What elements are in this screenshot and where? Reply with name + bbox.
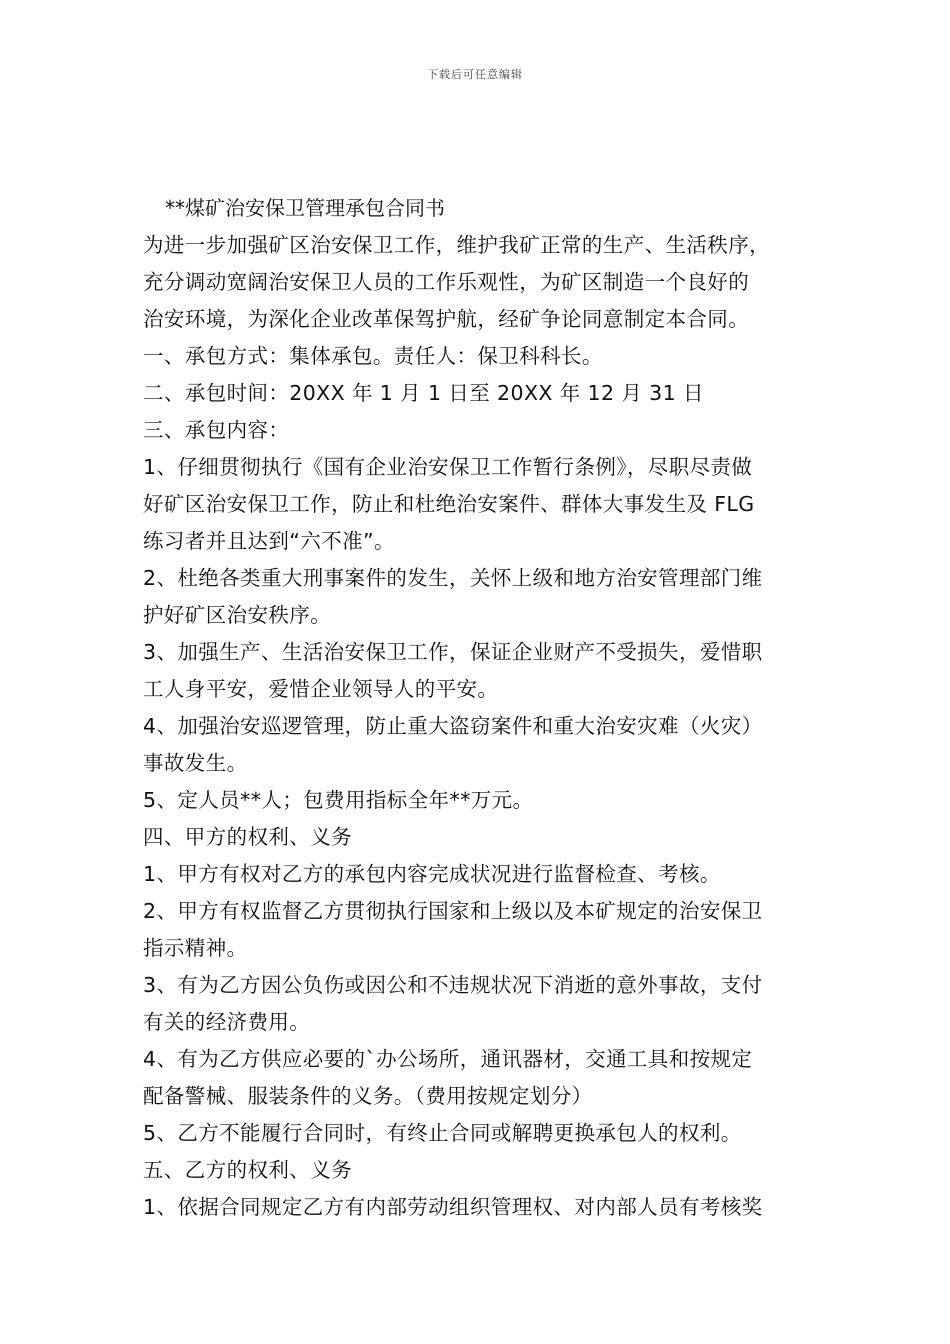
page-header-note: 下载后可任意编辑 bbox=[427, 68, 523, 81]
paragraph-line: 充分调动宽阔治安保卫人员的工作乐观性，为矿区制造一个良好的 bbox=[143, 270, 750, 294]
paragraph-line: 护好矿区治安秩序。 bbox=[143, 603, 332, 627]
paragraph-line: 2、杜绝各类重大刑事案件的发生，关怀上级和地方治安管理部门维 bbox=[143, 566, 763, 590]
document-body bbox=[143, 190, 843, 1226]
paragraph-line: 4、加强治安巡逻管理，防止重大盗窃案件和重大治安灾难（火灾） bbox=[143, 714, 763, 738]
paragraph-line: 练习者并且达到“六不准”。 bbox=[143, 529, 395, 553]
paragraph-line: 工人身平安，爱惜企业领导人的平安。 bbox=[143, 677, 499, 701]
section-heading-3: 三、承包内容： bbox=[143, 418, 290, 442]
paragraph-line: 2、甲方有权监督乙方贯彻执行国家和上级以及本矿规定的治安保卫 bbox=[143, 899, 763, 923]
paragraph-line: 4、有为乙方供应必要的`办公场所，通讯器材，交通工具和按规定 bbox=[143, 1047, 753, 1071]
paragraph-line: 为进一步加强矿区治安保卫工作，维护我矿正常的生产、生活秩序， bbox=[143, 233, 770, 257]
paragraph-line: 有关的经济费用。 bbox=[143, 1010, 311, 1034]
paragraph-line: 3、加强生产、生活治安保卫工作，保证企业财产不受损失，爱惜职 bbox=[143, 640, 763, 664]
section-heading-2: 二、承包时间：20XX 年 1 月 1 日至 20XX 年 12 月 31 日 bbox=[143, 381, 704, 405]
paragraph-line: 好矿区治安保卫工作，防止和杜绝治安案件、群体大事发生及 FLG bbox=[143, 492, 755, 516]
paragraph-line: 事故发生。 bbox=[143, 751, 248, 775]
paragraph-line: 1、仔细贯彻执行《国有企业治安保卫工作暂行条例》，尽职尽责做 bbox=[143, 455, 753, 479]
paragraph-line: 3、有为乙方因公负伤或因公和不违规状况下消逝的意外事故，支付 bbox=[143, 973, 763, 997]
paragraph-line: 5、乙方不能履行合同时，有终止合同或解聘更换承包人的权利。 bbox=[143, 1121, 742, 1145]
section-heading-1: 一、承包方式：集体承包。责任人：保卫科科长。 bbox=[143, 344, 603, 368]
paragraph-line: 1、甲方有权对乙方的承包内容完成状况进行监督检查、考核。 bbox=[143, 862, 721, 886]
document-title: **煤矿治安保卫管理承包合同书 bbox=[165, 196, 445, 220]
paragraph-line: 指示精神。 bbox=[143, 936, 248, 960]
paragraph-line: 1、依据合同规定乙方有内部劳动组织管理权、对内部人员有考核奖 bbox=[143, 1195, 763, 1219]
paragraph-line: 治安环境，为深化企业改革保驾护航，经矿争论同意制定本合同。 bbox=[143, 307, 750, 331]
paragraph-line: 配备警械、服装条件的义务。（费用按规定划分） bbox=[143, 1084, 593, 1108]
section-heading-4: 四、甲方的权利、义务 bbox=[143, 825, 352, 849]
section-heading-5: 五、乙方的权利、义务 bbox=[143, 1158, 352, 1182]
paragraph-line: 5、定人员**人；包费用指标全年**万元。 bbox=[143, 788, 534, 812]
